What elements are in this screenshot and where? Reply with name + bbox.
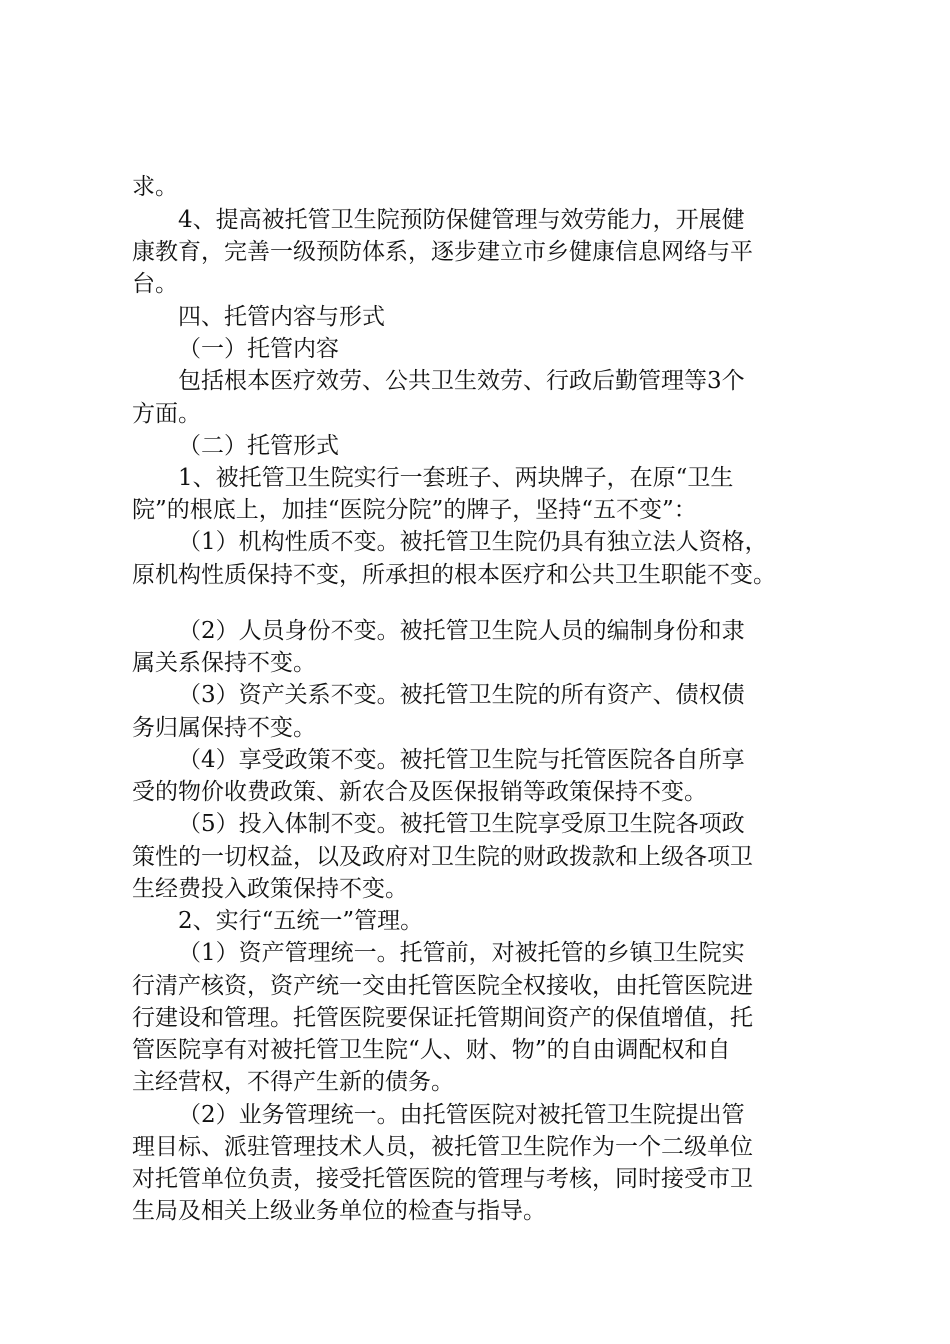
text-line: 包括根本医疗效劳、公共卫生效劳、行政后勤管理等3个 <box>178 368 745 394</box>
text-line: 管医院享有对被托管卫生院“人、财、物”的自由调配权和自 <box>132 1037 731 1063</box>
text-line: 院”的根底上，加挂“医院分院”的牌子，坚持“五不变”： <box>132 497 697 523</box>
text-line: （5）投入体制不变。被托管卫生院享受原卫生院各项政 <box>178 811 745 837</box>
text-line: 台。 <box>132 271 178 297</box>
text-line: 康教育，完善一级预防体系，逐步建立市乡健康信息网络与平 <box>132 239 753 265</box>
text-line: 受的物价收费政策、新农合及医保报销等政策保持不变。 <box>132 779 707 805</box>
section-heading: 四、托管内容与形式 <box>178 304 385 330</box>
text-line: 生经费投入政策保持不变。 <box>132 876 408 902</box>
text-line: 行清产核资，资产统一交由托管医院全权接收，由托管医院进 <box>132 973 753 999</box>
text-line: 生局及相关上级业务单位的检查与指导。 <box>132 1198 546 1224</box>
text-line: （4）享受政策不变。被托管卫生院与托管医院各自所享 <box>178 747 745 773</box>
text-line: 1、被托管卫生院实行一套班子、两块牌子，在原“卫生 <box>178 465 734 491</box>
text-line: 原机构性质保持不变，所承担的根本医疗和公共卫生职能不变。 <box>132 562 776 588</box>
text-line: 求。 <box>132 174 178 200</box>
subsection-heading: （一）托管内容 <box>178 336 339 362</box>
text-line: 4、提高被托管卫生院预防保健管理与效劳能力，开展健 <box>178 207 745 233</box>
text-line: 方面。 <box>132 401 201 427</box>
text-line: （1）资产管理统一。托管前，对被托管的乡镇卫生院实 <box>178 940 745 966</box>
text-line: 务归属保持不变。 <box>132 715 316 741</box>
text-line: 主经营权，不得产生新的债务。 <box>132 1069 454 1095</box>
text-line: 属关系保持不变。 <box>132 650 316 676</box>
text-line: 理目标、派驻管理技术人员，被托管卫生院作为一个二级单位 <box>132 1134 753 1160</box>
text-line: 策性的一切权益，以及政府对卫生院的财政拨款和上级各项卫 <box>132 844 753 870</box>
subsection-heading: （二）托管形式 <box>178 433 339 459</box>
text-line: （3）资产关系不变。被托管卫生院的所有资产、债权债 <box>178 682 745 708</box>
text-line: （1）机构性质不变。被托管卫生院仍具有独立法人资格， <box>178 529 768 555</box>
text-line: （2）人员身份不变。被托管卫生院人员的编制身份和隶 <box>178 618 745 644</box>
text-line: （2）业务管理统一。由托管医院对被托管卫生院提出管 <box>178 1102 745 1128</box>
text-line: 行建设和管理。托管医院要保证托管期间资产的保值增值，托 <box>132 1005 753 1031</box>
text-line: 2、实行“五统一”管理。 <box>178 908 424 934</box>
text-line: 对托管单位负责，接受托管医院的管理与考核，同时接受市卫 <box>132 1166 753 1192</box>
